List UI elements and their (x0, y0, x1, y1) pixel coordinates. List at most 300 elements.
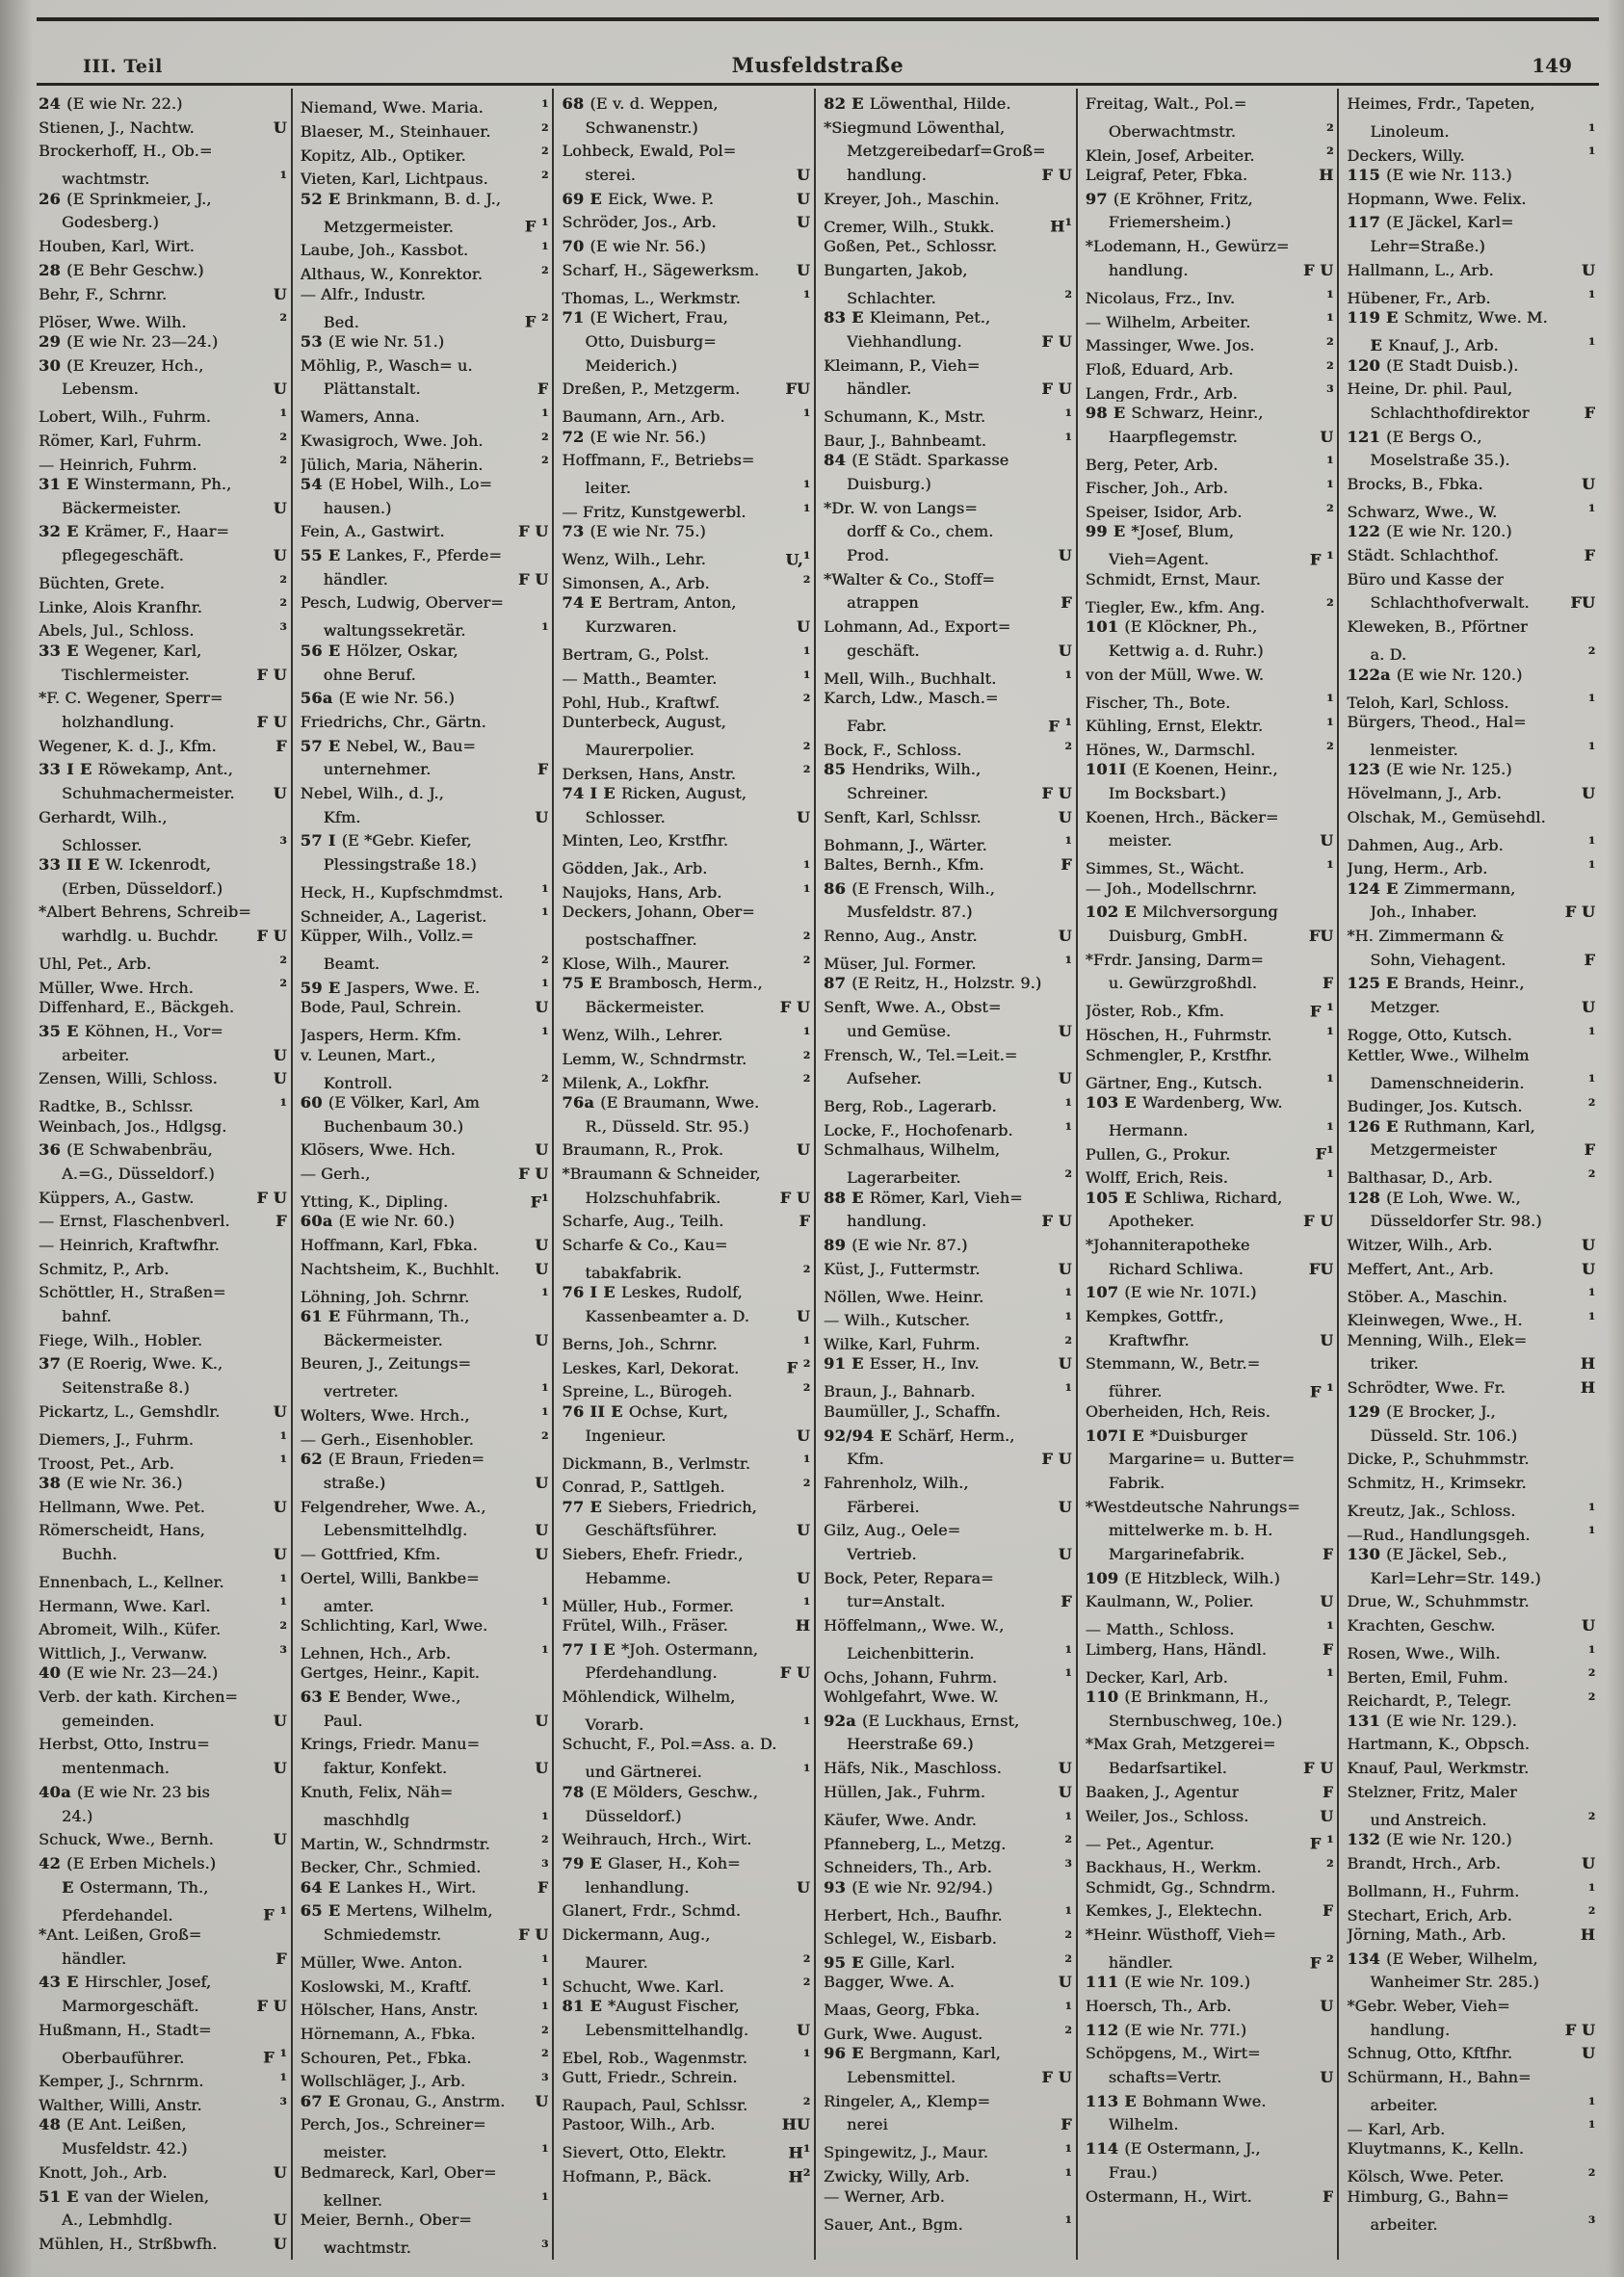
directory-line: Schlegel, W., Eisbarb. $^2$ (824, 1924, 1072, 1948)
directory-line: mentenmach. U (39, 1757, 287, 1781)
directory-line: Hönes, W., Darmschl. $^2$ (1086, 735, 1334, 759)
directory-line: Aufseher. U (824, 1067, 1072, 1091)
directory-line: Wegener, K. d. J., Kfm. F (39, 735, 287, 759)
line-marker: 2 (1326, 740, 1334, 752)
directory-line: 109 (E Hitzbleck, Wilh.) (1085, 1568, 1280, 1587)
directory-line: Hofmann, P., Bäck. $H^2$ (562, 2161, 810, 2185)
directory-line: Margarine= u. Butter= (1108, 1450, 1296, 1469)
directory-line: Kleinwegen, Wwe., H. $^1$ (1347, 1305, 1595, 1329)
directory-line: Baur, J., Bahnbeamt. $^1$ (824, 426, 1072, 450)
directory-line: triker. H (1347, 1352, 1595, 1376)
line-marker: 2 (802, 1976, 811, 1989)
directory-line: Kühling, Ernst, Elektr. $^1$ (1086, 711, 1334, 735)
directory-line: Maas, Georg, Fbka. $^1$ (824, 1995, 1072, 2019)
line-marker: 2 (1587, 1096, 1596, 1109)
directory-line: sterei. U (562, 164, 810, 188)
directory-line: *Albert Behrens, Schreib= (39, 903, 251, 922)
directory-line: 88 E Römer, Karl, Vieh= (824, 1188, 1023, 1207)
directory-line: Bode, Paul, Schrein. U (301, 996, 549, 1020)
directory-line: Schouren, Pet., Fbka. $^2$ (301, 2042, 549, 2066)
directory-line: 119 E Schmitz, Wwe. M. (1347, 308, 1548, 327)
line-marker: 1 (802, 1453, 811, 1466)
column-1 (37, 89, 291, 2260)
line-marker: 2 (541, 2024, 549, 2036)
directory-line: 117 (E Jäckel, Karl= (1347, 213, 1514, 232)
directory-line: Perch, Jos., Schreiner= (300, 2115, 486, 2134)
line-marker: U (1058, 1497, 1072, 1516)
directory-line: Pfanneberg, L., Metzg. $^2$ (824, 1828, 1072, 1852)
directory-line: *F. C. Wegener, Sperr= (39, 689, 223, 708)
directory-line: Kleimann, P., Vieh= (824, 355, 981, 375)
line-marker: 1 (541, 241, 549, 253)
directory-line: Althaus, W., Konrektor. $^2$ (301, 259, 549, 283)
directory-line: Troost, Pet., Arb. $^1$ (39, 1448, 287, 1472)
directory-line: Plessingstraße 18.) (323, 855, 477, 874)
directory-line: 40a (E wie Nr. 23 bis (39, 1782, 210, 1801)
line-marker: F (1322, 974, 1334, 993)
directory-line: Leigraf, Peter, Fbka. H (1086, 164, 1334, 188)
directory-line: Kluytmanns, K., Kelln. (1347, 2139, 1525, 2159)
line-marker: U (1058, 641, 1072, 660)
directory-line: Krachten, Geschw. U (1347, 1614, 1595, 1638)
line-marker: 2 (279, 978, 287, 990)
line-marker: 1 (1064, 2143, 1072, 2156)
directory-line: Oertel, Willi, Bankbe= (300, 1568, 480, 1587)
directory-line: Hörnemann, A., Fbka. $^2$ (301, 2019, 549, 2043)
directory-line: Meier, Bernh., Ober= (300, 2211, 472, 2230)
street-title: Musfeldstraße (731, 53, 904, 77)
directory-line: Wolters, Wwe. Hrch., $^1$ (301, 1400, 549, 1425)
directory-line: Mell, Wilh., Buchhalt. $^1$ (824, 664, 1072, 688)
directory-line: *Siegmund Löwenthal, (824, 118, 1006, 137)
directory-line: Schwarz, Wwe., W. $^1$ (1347, 497, 1595, 521)
directory-line: 81 E *August Fischer, (562, 1997, 740, 2015)
directory-line: 54 (E Hobel, Wilh., Lo= (300, 475, 492, 493)
line-marker: 2 (1326, 597, 1334, 610)
directory-line: Kaulmann, W., Polier. U (1086, 1590, 1334, 1614)
directory-line: Scharf, H., Sägewerksm. U (562, 259, 810, 283)
line-marker: 1 (1064, 431, 1072, 443)
directory-line: Viehhandlung. F U (824, 330, 1072, 354)
line-marker: U (1058, 807, 1072, 826)
directory-line: Marmorgeschäft. F U (39, 1995, 287, 2019)
directory-line: Pohl, Hub., Kraftwf. $^2$ (562, 687, 810, 711)
directory-line: Wilke, Karl, Fuhrm. $^2$ (824, 1329, 1072, 1353)
directory-line: — Fritz, Kunstgewerbl. $^1$ (562, 497, 810, 521)
directory-line: Bed. F $^2$ (301, 306, 549, 330)
directory-line: — Matth., Beamter. $^1$ (562, 664, 810, 688)
line-marker: 2 (541, 121, 549, 134)
line-marker: 1 (541, 98, 549, 110)
line-marker: 1 (541, 906, 549, 919)
line-marker: 1 (1064, 1120, 1072, 1133)
directory-line: Müller, Wwe. Anton. $^1$ (301, 1948, 549, 1972)
directory-line: Dahmen, Aug., Arb. $^1$ (1347, 829, 1595, 853)
directory-line: Höffelmann,, Wwe. W., (824, 1616, 1005, 1635)
line-marker: 2 (279, 573, 287, 586)
directory-line: 82 E Löwenthal, Hilde. (824, 94, 1011, 113)
directory-line: 74 E Bertram, Anton, (562, 593, 737, 613)
directory-line: Lebensmittelhandlg. U (562, 2019, 810, 2043)
line-marker: U (535, 1473, 549, 1492)
directory-line: Raupach, Paul, Schlssr. $^2$ (562, 2090, 810, 2114)
directory-line: meister. U (1086, 829, 1334, 853)
line-marker: U (535, 1711, 549, 1730)
directory-line: Küst, J., Futtermstr. U (824, 1258, 1072, 1282)
directory-line: Braun, J., Bahnarb. $^1$ (824, 1376, 1072, 1400)
page-number: 149 (1532, 54, 1572, 77)
directory-line: Holzschuhfabrik. F U (562, 1187, 810, 1211)
directory-line: Kwasigroch, Wwe. Joh. $^2$ (301, 426, 549, 450)
directory-line: Häfs, Nik., Maschloss. U (824, 1757, 1072, 1781)
column-2 (291, 89, 553, 2260)
directory-line: Bagger, Wwe. A. U (824, 1971, 1072, 1995)
directory-line: 130 (E Jäckel, Seb., (1347, 1544, 1507, 1563)
line-marker: 3 (541, 1857, 549, 1870)
line-marker: 2 (541, 1834, 549, 1846)
directory-line: 43 E Hirschler, Josef, (39, 1973, 212, 1992)
directory-line: Schröder, Jos., Arb. U (562, 211, 810, 235)
directory-line: Vorarb. $^1$ (562, 1710, 810, 1734)
line-marker: 1 (1064, 2166, 1072, 2179)
directory-line: Jülich, Maria, Näherin. $^2$ (301, 449, 549, 473)
directory-line: Berg, Peter, Arb. $^1$ (1086, 449, 1334, 473)
directory-line: Fabrik. (1108, 1473, 1166, 1492)
directory-line: Lobert, Wilh., Fuhrm. $^1$ (39, 402, 287, 426)
line-marker: 1 (1064, 835, 1072, 848)
line-marker: F $^1$ (263, 2048, 287, 2067)
line-marker: 1 (541, 978, 549, 990)
directory-line: leiter. $^1$ (562, 473, 810, 497)
line-marker: F (1322, 1639, 1334, 1659)
directory-line: Tiegler, Ew., kfm. Ang. $^2$ (1086, 591, 1334, 615)
directory-line: Blaeser, M., Steinhauer. $^2$ (301, 117, 549, 141)
column-6 (1337, 89, 1599, 2260)
line-marker: F U (517, 1924, 549, 1944)
line-marker: F U (517, 1164, 549, 1183)
directory-line: Dicke, P., Schuhmmstr. (1347, 1450, 1530, 1469)
line-marker: F $^1$ (1048, 716, 1072, 735)
line-marker: 3 (1587, 2214, 1596, 2227)
directory-line: Gertges, Heinr., Kapit. (300, 1663, 480, 1683)
directory-line: Meiderich.) (585, 355, 678, 375)
line-marker: U (273, 1544, 287, 1563)
directory-line: holzhandlung. F U (39, 711, 287, 735)
directory-line: Musfeldstr. 42.) (62, 2139, 188, 2159)
directory-line: Klein, Josef, Arbeiter. $^2$ (1086, 140, 1334, 164)
directory-line: 113 E Bohmann Wwe. (1085, 2091, 1267, 2110)
directory-line: Gutt, Friedr., Schrein. (562, 2068, 738, 2087)
line-marker: 2 (541, 954, 549, 966)
directory-line: 33 E Wegener, Karl, (39, 641, 202, 660)
directory-line: Scharfe, Aug., Teilh. F (562, 1210, 810, 1234)
line-marker: 2 (802, 740, 811, 752)
directory-line: Kreutz, Jak., Schloss. $^1$ (1347, 1496, 1595, 1520)
line-marker: U (535, 1544, 549, 1563)
line-marker: 2 (541, 1073, 549, 1086)
directory-line: Schmengler, P., Krstfhr. (1085, 1045, 1272, 1064)
directory-line: Bock, Peter, Repara= (824, 1568, 994, 1587)
directory-line: Richard Schliwa. FU (1086, 1258, 1334, 1282)
line-marker: F U (1041, 380, 1072, 399)
directory-line: Tischlermeister. F U (39, 664, 287, 688)
directory-line: Karl=Lehr=Str. 149.) (1370, 1568, 1541, 1587)
directory-line: Leichenbitterin. $^1$ (824, 1638, 1072, 1662)
directory-line: Menning, Wilh., Elek= (1347, 1330, 1528, 1349)
directory-line: Schlosser. $^3$ (39, 829, 287, 853)
line-marker: 3 (279, 1643, 287, 1656)
directory-line: Balthasar, D., Arb. $^2$ (1347, 1163, 1595, 1187)
line-marker: 1 (1326, 455, 1334, 467)
directory-line: 110 (E Brinkmann, H., (1085, 1688, 1269, 1707)
directory-line: 86 (E Frensch, Wilh., (824, 878, 995, 898)
line-marker: U (1058, 1354, 1072, 1374)
line-marker: 1 (1064, 1311, 1072, 1323)
directory-line: Beamt. $^2$ (301, 949, 549, 973)
directory-line: Knuth, Felix, Näh= (300, 1782, 454, 1801)
directory-line: Abromeit, Wilh., Küfer. $^2$ (39, 1614, 287, 1638)
directory-line: Senft, Karl, Schlssr. U (824, 806, 1072, 830)
line-marker: 1 (1326, 479, 1334, 490)
line-marker: 1 (541, 882, 549, 895)
line-marker: 2 (1064, 1952, 1072, 1965)
directory-line: Müller, Hub., Former. $^1$ (562, 1590, 810, 1614)
directory-line: Käufer, Wwe. Andr. $^1$ (824, 1805, 1072, 1829)
directory-line: hausen.) (323, 498, 392, 517)
line-marker: F (1061, 2115, 1072, 2134)
directory-line: Moselstraße 35.). (1370, 451, 1510, 470)
line-marker: U (796, 1426, 811, 1445)
directory-line: Budinger, Jos. Kutsch. $^2$ (1347, 1091, 1595, 1115)
line-marker: 2 (541, 264, 549, 276)
directory-line: Büro und Kasse der (1347, 569, 1505, 589)
line-marker: 1 (802, 406, 811, 419)
directory-line: Wohlgefahrt, Wwe. W. (824, 1688, 999, 1707)
line-marker: 1 (1587, 1287, 1596, 1299)
directory-line: Weinbach, Jos., Hdlgsg. (39, 1116, 227, 1136)
directory-line: 134 (E Weber, Wilhelm, (1347, 1949, 1538, 1968)
directory-line: Gerhardt, Wilh., (39, 807, 168, 826)
directory-line: 96 E Bergmann, Karl, (824, 2044, 1001, 2063)
directory-line: Lehr=Straße.) (1370, 237, 1485, 256)
directory-line: E Knauf, J., Arb. $^1$ (1347, 330, 1595, 354)
directory-line: Fein, A., Gastwirt. F U (301, 520, 549, 544)
directory-line: von der Müll, Wwe. W. (1085, 665, 1264, 684)
directory-line: Verb. der kath. Kirchen= (39, 1688, 238, 1707)
directory-line: u. Gewürzgroßhdl. F (1086, 972, 1334, 996)
line-marker: U (796, 260, 811, 279)
line-marker: F (537, 380, 549, 399)
directory-line: Hallmann, L., Arb. U (1347, 259, 1595, 283)
directory-line: 55 E Lankes, F., Pferde= (300, 546, 502, 565)
line-marker: U (1058, 1544, 1072, 1563)
line-marker: U (1320, 2068, 1334, 2087)
directory-line: waltungssekretär. $^1$ (301, 615, 549, 640)
directory-line: 115 (E wie Nr. 113.) (1347, 166, 1512, 185)
line-marker: 1 (1326, 859, 1334, 871)
directory-line: 92a (E Luckhaus, Ernst, (824, 1711, 1020, 1730)
directory-line: Zensen, Willi, Schloss. U (39, 1067, 287, 1091)
directory-line: nerei F (824, 2113, 1072, 2137)
directory-line: 24.) (62, 1806, 93, 1825)
directory-line: 91 E Esser, H., Inv. U (824, 1352, 1072, 1376)
directory-line: Metzgermeister F (1347, 1138, 1595, 1163)
directory-line: Wamers, Anna. $^1$ (301, 402, 549, 426)
directory-line: —Rud., Handlungsgeh. $^1$ (1347, 1519, 1595, 1543)
directory-line: schafts=Vertr. U (1086, 2066, 1334, 2090)
directory-line: Schmidt, Ernst, Maur. (1085, 569, 1261, 589)
directory-line: Behr, F., Schrnr. U (39, 283, 287, 307)
directory-line: Cremer, Wilh., Stukk. $H^1$ (824, 211, 1072, 235)
directory-line: Sohn, Viehagent. F (1347, 949, 1595, 973)
directory-line: 93 (E wie Nr. 92/94.) (824, 1877, 993, 1897)
directory-line: 60a (E wie Nr. 60.) (300, 1212, 455, 1231)
directory-line: 29 (E wie Nr. 23—24.) (39, 331, 219, 351)
directory-line: Naujoks, Hans, Arb. $^1$ (562, 877, 810, 902)
directory-line: *Heinr. Wüsthoff, Vieh= (1085, 1924, 1276, 1944)
line-marker: 1 (1587, 1025, 1596, 1037)
directory-line: Brockerhoff, H., Ob.= (39, 142, 213, 161)
directory-line: Kempkes, Gottfr., (1085, 1307, 1224, 1326)
directory-line: 99 E *Josef, Blum, (1085, 522, 1234, 541)
line-marker: 2 (541, 145, 549, 158)
directory-line: Langen, Frdr., Arb. $^3$ (1086, 378, 1334, 402)
section-label: III. Teil (83, 56, 163, 77)
directory-line: Jörning, Math., Arb. H (1347, 1924, 1595, 1948)
directory-line: händler. F (39, 1948, 287, 1972)
directory-line: Vieten, Karl, Lichtpaus. $^2$ (301, 164, 549, 188)
line-marker: U (1058, 1259, 1072, 1278)
line-marker: U (273, 1711, 287, 1730)
line-marker: 1 (1326, 1025, 1334, 1037)
directory-line: Lemm, W., Schndrmstr. $^2$ (562, 1044, 810, 1068)
directory-line: Bäckermeister. U (301, 1329, 549, 1353)
line-marker: U (535, 1140, 549, 1160)
directory-line: Braumann, R., Prok. U (562, 1138, 810, 1163)
directory-line: 38 (E wie Nr. 36.) (39, 1473, 183, 1492)
line-marker: 1 (1064, 2001, 1072, 2012)
directory-line: 56a (E wie Nr. 56.) (300, 689, 455, 708)
line-marker: 1 (1587, 2095, 1596, 2107)
directory-line: Metzger. U (1347, 996, 1595, 1020)
line-marker: 1 (1326, 1167, 1334, 1180)
directory-line: tabakfabrik. $^2$ (562, 1258, 810, 1282)
directory-line: Friemersheim.) (1108, 213, 1232, 232)
line-marker: 1 (802, 1334, 811, 1347)
directory-line: 69 E Eick, Wwe. P. U (562, 188, 810, 212)
line-marker: U (273, 2234, 287, 2253)
directory-line: Heerstraße 69.) (847, 1735, 974, 1754)
directory-line: Schreiner. F U (824, 782, 1072, 806)
directory-line: Bäckermeister. U (39, 497, 287, 521)
directory-line: Schucht, Wwe. Karl. $^2$ (562, 1971, 810, 1995)
directory-line: Hußmann, H., Stadt= (39, 2020, 212, 2039)
directory-line: dorff & Co., chem. (847, 522, 994, 541)
line-marker: 2 (279, 455, 287, 467)
line-marker: F (1584, 546, 1596, 565)
line-marker: 2 (1064, 740, 1072, 752)
line-marker: 1 (1326, 1620, 1334, 1632)
directory-line: Damenschneiderin. $^1$ (1347, 1067, 1595, 1091)
line-marker: F $^1$ (1309, 1834, 1334, 1852)
directory-line: (Erben, Düsseldorf.) (62, 878, 223, 898)
directory-line: Düsseldorfer Str. 98.) (1370, 1212, 1542, 1231)
directory-line: Linke, Alois Kranfhr. $^2$ (39, 591, 287, 615)
directory-line: Frensch, W., Tel.=Leit.= (824, 1045, 1018, 1064)
directory-line: Schwanenstr.) (585, 118, 698, 137)
directory-line: Lehnen, Hch., Arb. $^1$ (301, 1638, 549, 1662)
line-marker: 2 (802, 954, 811, 966)
line-marker: 3 (541, 2072, 549, 2084)
line-marker: 1 (541, 1405, 549, 1418)
line-marker: 2 (1326, 359, 1334, 372)
directory-line: Maurerpolier. $^2$ (562, 735, 810, 759)
line-marker: U (273, 1759, 287, 1778)
directory-line: 102 E Milchversorgung (1085, 903, 1278, 922)
directory-line: faktur, Konfekt. U (301, 1757, 549, 1781)
directory-line: Bohmann, J., Wärter. $^1$ (824, 829, 1072, 853)
directory-line: Drue, W., Schuhmmstr. (1347, 1592, 1530, 1611)
directory-line: Seitenstraße 8.) (62, 1378, 190, 1398)
line-marker: 1 (1326, 1120, 1334, 1133)
directory-line: Stemmann, W., Betr.= (1085, 1354, 1261, 1374)
directory-line: geschäft. U (824, 640, 1072, 664)
line-marker: F (1322, 2186, 1334, 2206)
directory-line: 57 I (E *Gebr. Kiefer, (300, 831, 472, 851)
directory-line: 68 (E v. d. Weppen, (562, 94, 719, 113)
directory-line: führer. F $^1$ (1086, 1376, 1334, 1400)
directory-line: bahnf. (62, 1307, 112, 1326)
line-marker: 1 (1587, 1311, 1596, 1323)
line-marker: 2 (1064, 1167, 1072, 1180)
directory-line: Schmitz, H., Krimsekr. (1347, 1473, 1527, 1492)
directory-line: Wilhelm. (1108, 2115, 1179, 2134)
line-marker: 1 (1064, 1667, 1072, 1680)
directory-line: *Max Grah, Metzgerei= (1085, 1735, 1276, 1754)
line-marker: 1 (541, 1025, 549, 1037)
line-marker: U (1320, 1330, 1334, 1349)
directory-line: *Braumann & Schneider, (562, 1164, 761, 1183)
directory-line: Nöllen, Wwe. Heinr. $^1$ (824, 1281, 1072, 1305)
page-edge-shadow (1607, 0, 1624, 2277)
line-marker: U (535, 1521, 549, 1540)
directory-line: Schumann, K., Mstr. $^1$ (824, 402, 1072, 426)
directory-line: ohne Beruf. (323, 665, 416, 684)
directory-line: 77 I E *Joh. Ostermann, (562, 1639, 759, 1659)
directory-line: Kreyer, Joh., Maschin. (824, 189, 1000, 208)
line-marker: U (1058, 927, 1072, 946)
line-marker: $H^1$ (788, 2143, 811, 2161)
line-marker: F $^1$ (1309, 1002, 1334, 1020)
directory-line: Lebensm. U (39, 378, 287, 402)
directory-line: — Heinrich, Kraftwfhr. (39, 1236, 220, 1254)
directory-line: Ostermann, H., Wirt. F (1086, 2185, 1334, 2210)
directory-line: und Gemüse. U (824, 1020, 1072, 1044)
line-marker: 1 (1064, 1382, 1072, 1395)
directory-line: 92/94 E Schärf, Herm., (824, 1426, 1015, 1445)
line-marker: 2 (541, 1429, 549, 1442)
directory-line: Jöster, Rob., Kfm. F $^1$ (1086, 996, 1334, 1020)
line-marker: U (273, 498, 287, 517)
directory-line: Niemand, Wwe. Maria. $^1$ (301, 92, 549, 117)
directory-line: Schuck, Wwe., Bernh. U (39, 1828, 287, 1852)
directory-line: Düsseld. Str. 106.) (1370, 1426, 1518, 1445)
line-marker: 3 (279, 2095, 287, 2107)
directory-line: 101I (E Koenen, Heinr., (1085, 760, 1278, 779)
directory-line: Rosen, Wwe., Wilh. $^1$ (1347, 1638, 1595, 1662)
directory-line: Ebel, Rob., Wagenmstr. $^1$ (562, 2042, 810, 2066)
line-marker: 3 (541, 2238, 549, 2250)
